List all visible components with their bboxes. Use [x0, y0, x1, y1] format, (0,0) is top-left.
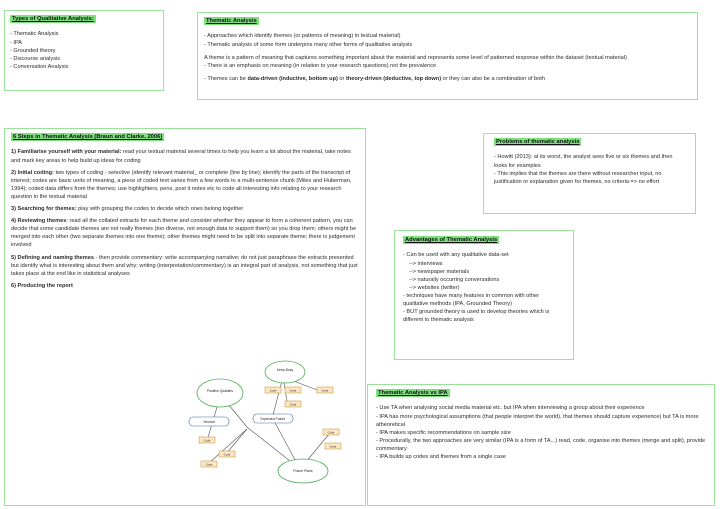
step-4-heading: 4) Reviewing themes — [11, 218, 67, 225]
step-2 — [11, 169, 359, 201]
code-label: Code — [321, 388, 329, 393]
advantages-item: --> interviews — [409, 260, 443, 267]
data-driven-label: data-driven (inductive, bottom up) — [247, 75, 338, 82]
code-label: Code — [203, 438, 211, 443]
vs-item: - IPA builds up codes and themes from a single case — [376, 454, 506, 461]
theme-node-positive — [197, 379, 243, 407]
code-label: Code — [289, 388, 297, 393]
step-2-heading: 2) Initial coding: — [11, 169, 54, 176]
types-item: - Conversation Analysis — [10, 63, 69, 70]
thematic-line-3: A theme is a pattern of meaning that captures something important about the material and represents some level of patterned response within the dataset (textual material) — [204, 54, 627, 61]
theme-node-keep-busy — [265, 361, 305, 383]
thematic-line-1: - Approaches which identify themes (or patterns of meaning) in textual material) — [204, 33, 401, 40]
vs-item: - IPA has more psychological assumptions (that people interpret the world), that themes should capture experience) but TA is more atheoretical — [376, 413, 699, 428]
advantages-item: --> newspaper materials — [409, 268, 470, 275]
theme-label: Positive Qualities — [206, 389, 234, 393]
vs-item: - IPA makes specific recommendations on sample size — [376, 429, 511, 436]
step-4 — [11, 217, 359, 249]
theme-label: Future Plans — [293, 469, 313, 473]
step-4-text: : read all the collated extracts for each theme and consider whether they appear to form a coherent pattern, you can decide that some candidate themes are not really themes (too diverse, not enough data to support them) so you drop them; others might be merged into each other (two separate themes into one theme); other themes might need to be split into separate theme; there is judgement involved — [11, 218, 357, 249]
subtheme-label: Expected Future — [260, 417, 286, 421]
vs-item: - Procedurally, the two approaches are very similar (IPA is a form of TA...) read, code, organise into themes (merge and split), provide commentary — [376, 437, 706, 452]
problems-line-2: - This implies that the themes are there without researcher input, no justification or explanation given for themes, no criteria => no effort — [494, 170, 662, 185]
step-1 — [11, 148, 359, 164]
types-item: - Discourse analysis — [10, 55, 61, 62]
code-label: Code — [205, 462, 213, 467]
advantages-item: --> websites (twitter) — [409, 284, 460, 291]
step-1-text: read your textual material several times to help you learn a lot about the material, take notes and mark key areas to help build up ideas for coding — [11, 149, 351, 164]
code-label: Code — [327, 430, 335, 435]
thematic-title: Thematic Analysis — [206, 18, 257, 24]
problems-line-1: - Howitt (2013): at its worst, the analyst sees five or six themes and then looks for examples — [494, 154, 673, 169]
subtheme-label: Neutral — [203, 420, 215, 424]
advantages-title: Advantages of Thematic Analysis — [405, 237, 498, 243]
thematic-analysis-box — [197, 12, 698, 100]
problems-title: Problems of thematic analysis — [496, 139, 580, 145]
types-of-analysis-box — [4, 10, 164, 91]
step-2-text: two types of coding - selective (identify relevant material_ or complete (line by line); identify the parts of the transcript of interest; codes are basic units of meaning, a piece of coded text varies from a few words to a multi-sentence chunk (Miles and Huberman, 1994); coded data differs from the themes; use highlighters, pens, post it notes etc to code all interesting info relating to your research question in the textual material — [11, 169, 352, 200]
advantages-item: - BUT grounded theory is used to develop theories which is different to thematic analysis — [403, 309, 550, 324]
vs-item: - Use TA when analysing social media material etc. but IPA when interviewing a group about their experience — [376, 405, 645, 412]
types-title: Types of Qualitative Analysis: — [12, 16, 94, 22]
thematic-line-5-mid: or — [337, 75, 346, 82]
advantages-item: - techniques have many features in common with other qualitative methods (IPA, Grounded Theory) — [403, 292, 539, 308]
code-label: Code — [269, 388, 277, 393]
code-label: Code — [289, 402, 297, 407]
thematic-map-diagram — [185, 357, 361, 487]
ta-vs-ipa-box — [367, 384, 715, 506]
step-1-heading: 1) Familiarise yourself with your material: — [11, 149, 122, 156]
thematic-line-5-post: or they can also be a combination of both — [441, 75, 545, 82]
advantages-item: - Can be used with any qualitative data-set — [403, 252, 509, 259]
theme-label: Keep Busy — [276, 368, 294, 372]
problems-box — [483, 133, 696, 214]
step-3-heading: 3) Searching for themes: — [11, 206, 77, 213]
six-steps-box — [4, 128, 366, 506]
step-3-text: play with grouping the codes to decide which ones belong together — [76, 206, 244, 213]
step-5 — [11, 254, 359, 278]
advantages-box — [394, 230, 574, 360]
thematic-line-5-pre: - Themes can be — [204, 75, 248, 82]
thematic-line-5 — [204, 75, 691, 83]
advantages-item: --> naturally occurring conversations — [409, 276, 500, 283]
step-6-heading: 6) Producing the report — [11, 282, 73, 289]
code-label: Code — [223, 452, 231, 457]
types-item: - Thematic Analysis — [10, 31, 59, 38]
thematic-line-2: - Thematic analysis of some form underpins many other forms of qualitative analysis — [204, 41, 413, 48]
vs-title: Thematic Analysis vs IPA — [378, 390, 448, 396]
step-3 — [11, 205, 359, 213]
types-item: - Grounded theory — [10, 47, 56, 54]
step-5-text: - then provide commentary: write accompanying narrative; do not just paraphrase the extracts presented but identify what is interesting about them and why; writing (interpretation/commentary) is an integral part of analysis, not something that just takes place at the end like in statistical analyses — [11, 254, 358, 277]
theory-driven-label: theory-driven (deductive, top down) — [345, 75, 442, 82]
step-6 — [11, 282, 359, 290]
code-label: Code — [329, 444, 337, 449]
thematic-line-4: - There is an emphasis on meaning (in relation to your research questions) not the prevalence — [204, 62, 437, 69]
types-item: - IPA — [10, 39, 23, 46]
steps-title: 6 Steps in Thematic Analysis (Braun and Clarke, 2006) — [13, 134, 163, 140]
step-5-heading: 5) Defining and naming themes — [11, 254, 94, 261]
